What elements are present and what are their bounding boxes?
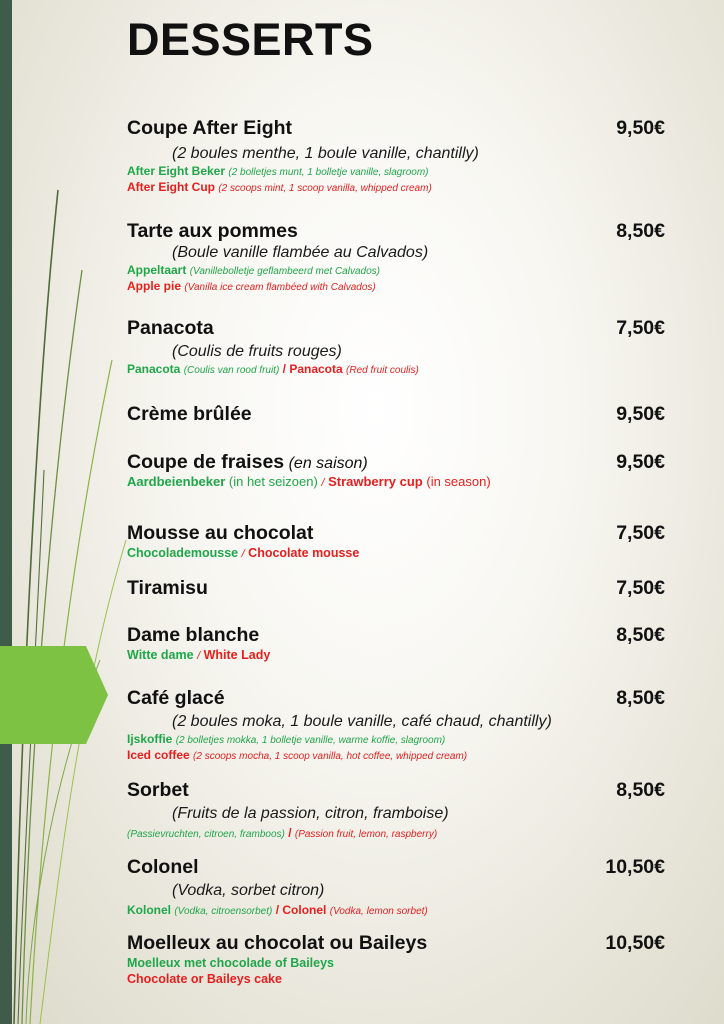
item-description: (Vodka, sorbet citron) (172, 882, 325, 899)
item-price: 8,50€ (616, 220, 665, 242)
item-name: Tiramisu (127, 577, 208, 599)
english-translation: Iced coffee (2 scoops mocha, 1 scoop vanilla, hot coffee, whipped cream) (127, 748, 468, 762)
menu-item-panacota (127, 316, 667, 378)
item-description: (Coulis de fruits rouges) (172, 343, 342, 360)
item-name: Dame blanche (127, 624, 260, 646)
item-name: Moelleux au chocolat ou Baileys (127, 932, 428, 954)
item-name: Panacota (127, 317, 214, 339)
item-name: Coupe After Eight (127, 117, 293, 139)
item-price: 8,50€ (616, 687, 665, 709)
translations: (Passievruchten, citroen, framboos) / (Passion fruit, lemon, raspberry) (127, 826, 438, 840)
item-description: (Boule vanille flambée au Calvados) (172, 244, 429, 261)
menu-item-mousse-au-chocolat (127, 521, 667, 562)
dutch-translation: Ijskoffie (2 bolletjes mokka, 1 bolletje vanille, warme koffie, slagroom) (127, 732, 446, 746)
item-name: Café glacé (127, 687, 225, 709)
item-price: 10,50€ (605, 932, 665, 954)
item-description: (2 boules moka, 1 boule vanille, café chaud, chantilly) (172, 713, 552, 730)
item-price: 9,50€ (616, 117, 665, 139)
english-translation: Apple pie (Vanilla ice cream flambéed with Calvados) (127, 279, 376, 293)
english-translation: After Eight Cup (2 scoops mint, 1 scoop vanilla, whipped cream) (127, 180, 432, 194)
menu-item-tarte-aux-pommes (127, 219, 667, 295)
item-name: Crème brûlée (127, 403, 252, 425)
item-name: Mousse au chocolat (127, 522, 314, 544)
dutch-translation: After Eight Beker (2 bolletjes munt, 1 bolletje vanille, slagroom) (127, 164, 429, 178)
dutch-translation: Appeltaart (Vanillebolletje geflambeerd met Calvados) (127, 263, 380, 277)
green-side-tab (0, 646, 108, 744)
menu-item-moelleux (127, 931, 667, 987)
menu-item-cafe-glace (127, 686, 667, 764)
translations: Panacota (Coulis van rood fruit) / Panacota (Red fruit coulis) (127, 362, 419, 376)
menu-item-sorbet (127, 778, 667, 842)
item-price: 9,50€ (616, 451, 665, 473)
grass-decoration (0, 0, 140, 1024)
translations: Kolonel (Vodka, citroensorbet) / Colonel (Vodka, lemon sorbet) (127, 903, 428, 917)
menu-item-coupe-after-eight (127, 116, 667, 196)
item-price: 7,50€ (616, 317, 665, 339)
item-name: Sorbet (127, 779, 189, 801)
item-price: 10,50€ (605, 856, 665, 878)
english-translation: Chocolate or Baileys cake (127, 972, 282, 986)
page-title: DESSERTS (127, 14, 374, 65)
menu-item-creme-brulee (127, 402, 667, 426)
item-price: 8,50€ (616, 624, 665, 646)
menu-item-colonel (127, 855, 667, 919)
menu-item-tiramisu (127, 576, 667, 600)
menu-item-dame-blanche (127, 623, 667, 664)
item-price: 9,50€ (616, 403, 665, 425)
dutch-translation: Moelleux met chocolade of Baileys (127, 956, 335, 970)
item-description: (2 boules menthe, 1 boule vanille, chantilly) (172, 145, 479, 162)
item-name: Tarte aux pommes (127, 220, 298, 242)
item-price: 8,50€ (616, 779, 665, 801)
item-price: 7,50€ (616, 577, 665, 599)
item-price: 7,50€ (616, 522, 665, 544)
translations: Aardbeienbeker (in het seizoen) / Strawberry cup (in season) (127, 474, 491, 489)
menu-item-coupe-de-fraises (127, 450, 667, 491)
item-name-note: (en saison) (288, 455, 368, 472)
translations: Chocolademousse / Chocolate mousse (127, 546, 360, 560)
item-description: (Fruits de la passion, citron, framboise) (172, 805, 449, 822)
translations: Witte dame / White Lady (127, 648, 271, 662)
item-name: Coupe de fraises (127, 451, 285, 473)
item-name: Colonel (127, 856, 199, 878)
